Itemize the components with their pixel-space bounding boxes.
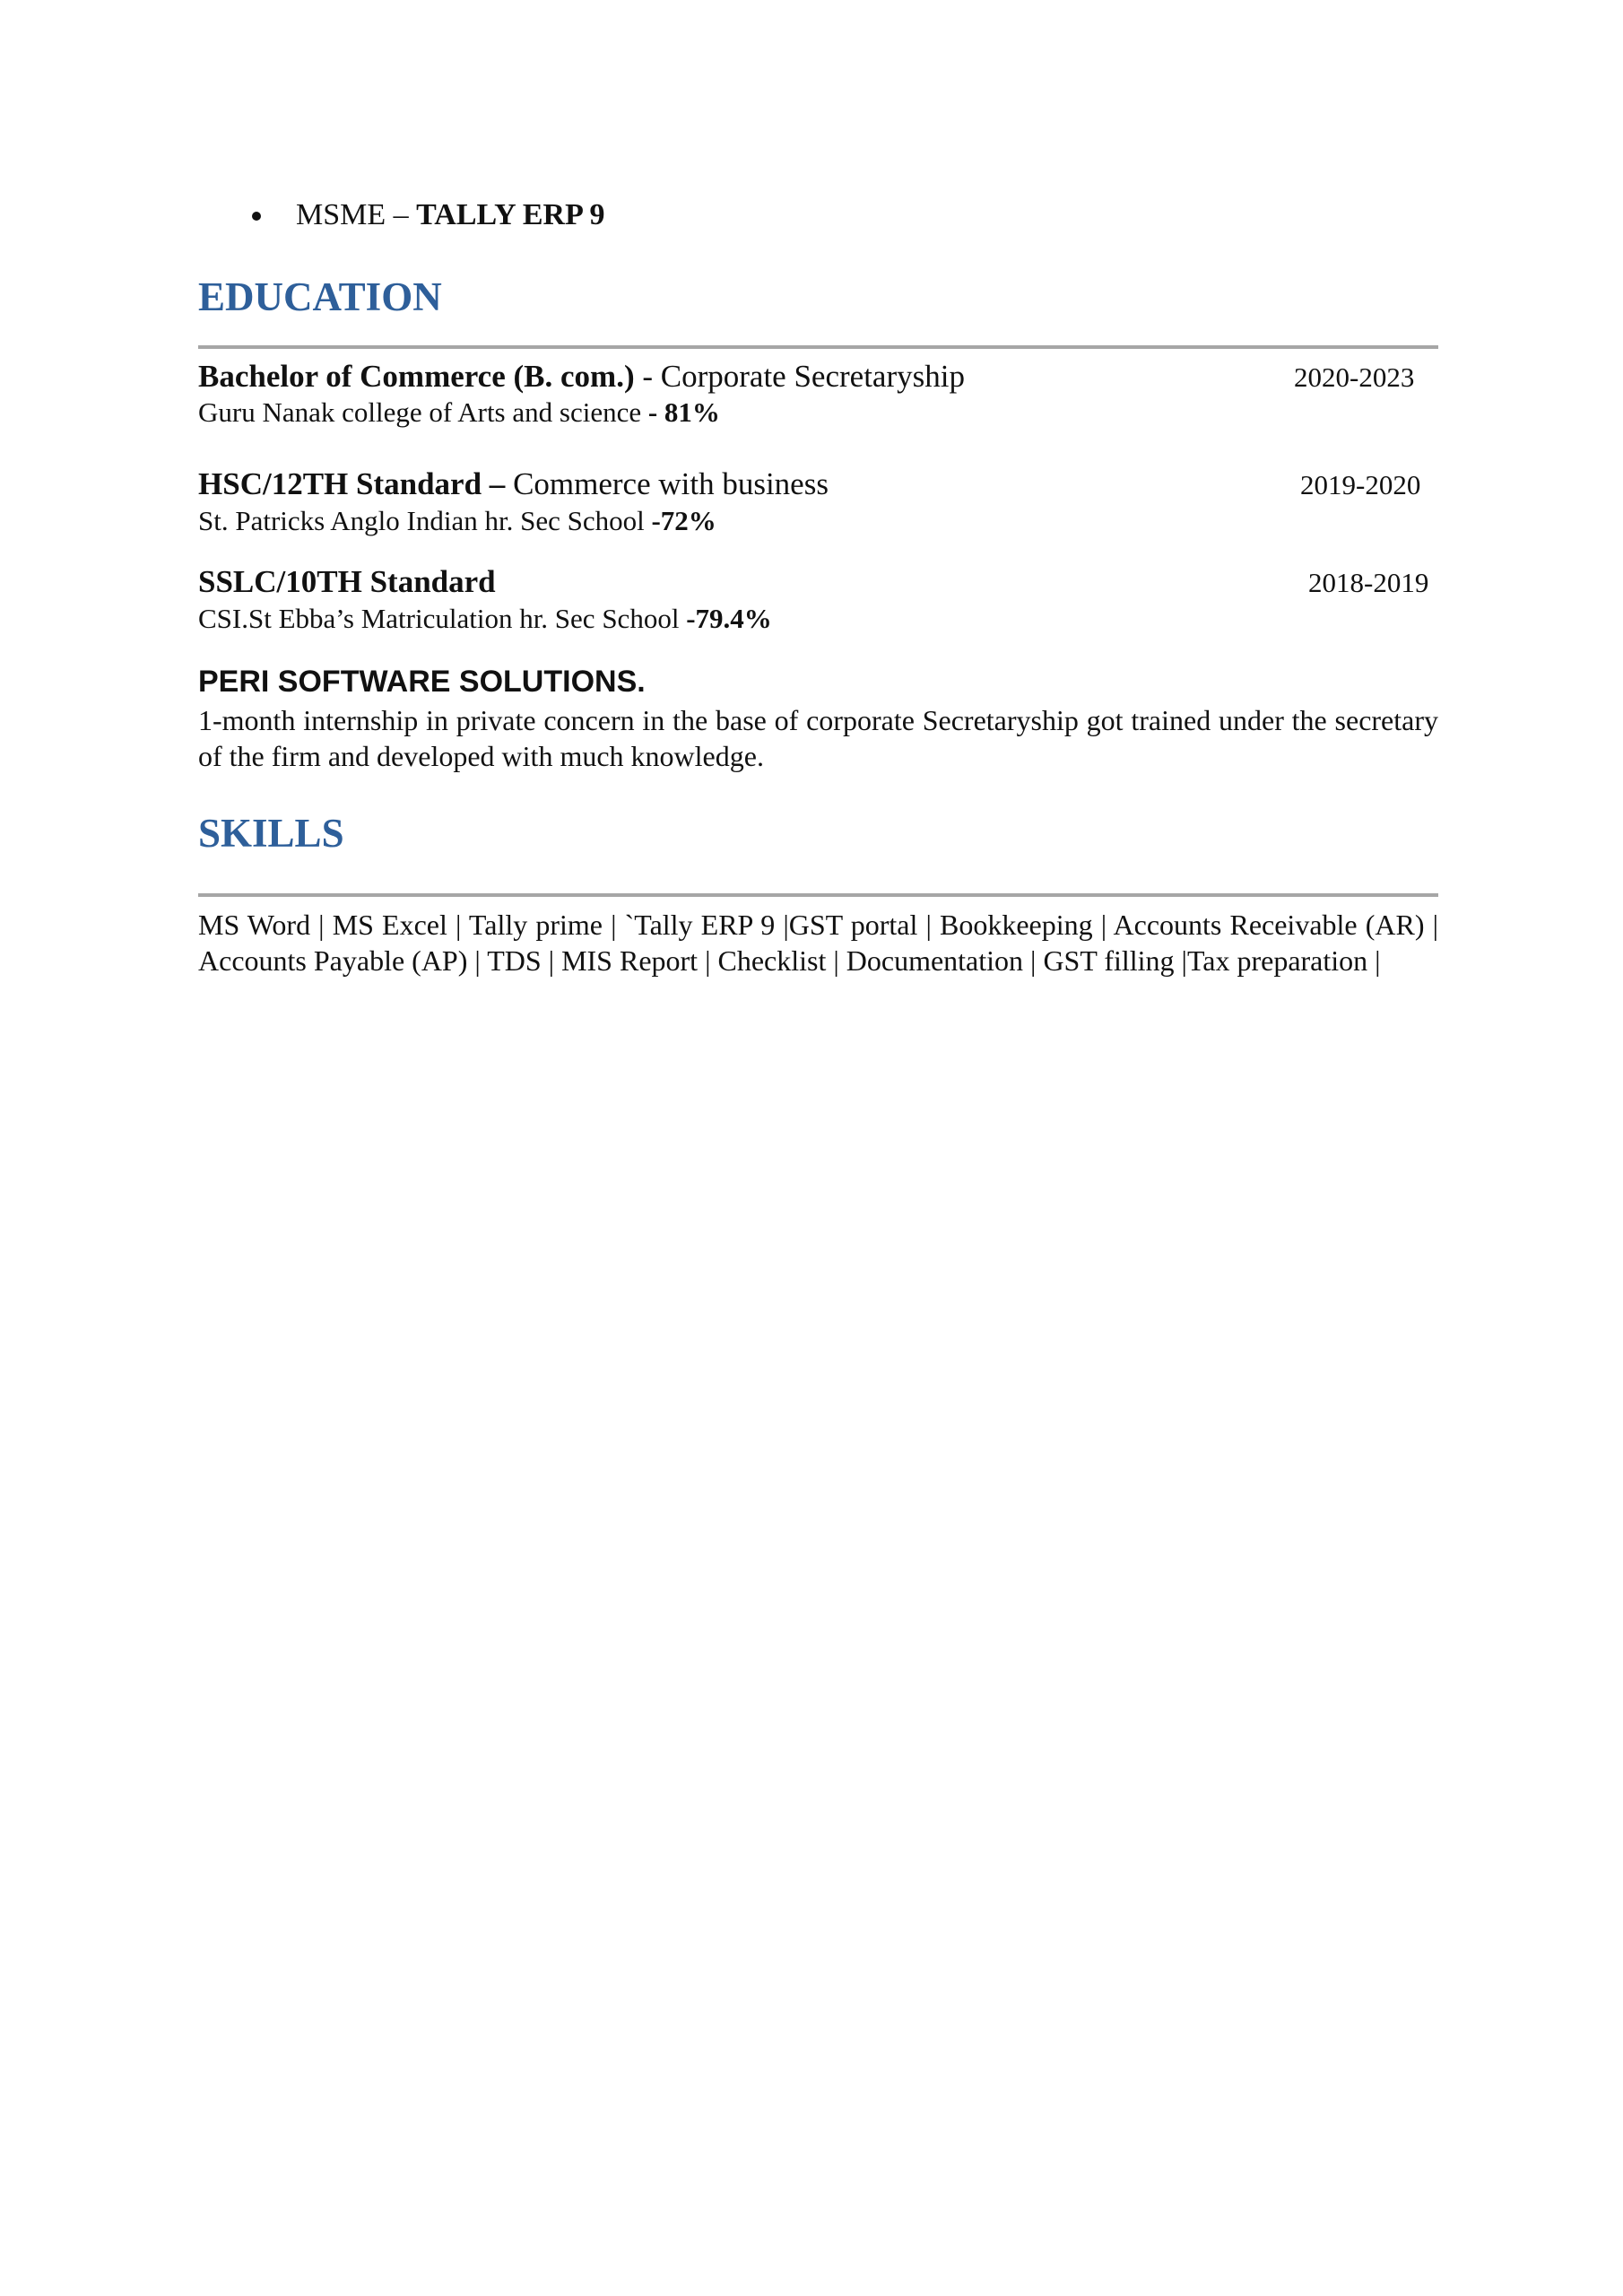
skills-divider xyxy=(198,893,1438,897)
bullet-prefix: MSME – xyxy=(296,198,417,231)
education-institution xyxy=(198,601,772,637)
skills-list: MS Word | MS Excel | Tally prime | `Tally ERP 9 |GST portal | Bookkeeping | Accounts Receivable (AR) | Accounts Payable (AP) | TDS | MIS Report | Checklist | Documentation | GST filling |Tax preparation | xyxy=(198,909,1438,977)
skills-heading: SKILLS xyxy=(198,811,344,856)
internship-title: PERI SOFTWARE SOLUTIONS. xyxy=(198,665,646,699)
institution-name: Guru Nanak college of Arts and science xyxy=(198,396,642,428)
institution-score: - 81% xyxy=(641,396,720,428)
education-years: 2019-2020 xyxy=(1300,469,1421,500)
skill-bullet-item xyxy=(296,195,605,236)
education-entry-title xyxy=(198,357,965,396)
institution-name: CSI.St Ebba’s Matriculation hr. Sec School xyxy=(198,603,680,634)
education-years: 2020-2023 xyxy=(1294,361,1415,393)
education-entry-title xyxy=(198,562,496,602)
education-institution xyxy=(198,503,716,539)
education-heading: EDUCATION xyxy=(198,274,442,319)
degree-name: Bachelor of Commerce (B. com.) xyxy=(198,359,635,394)
bullet-icon xyxy=(252,212,261,221)
education-divider xyxy=(198,345,1438,349)
education-years: 2018-2019 xyxy=(1308,567,1429,598)
bullet-bold-text: TALLY ERP 9 xyxy=(416,198,605,231)
internship-description: 1-month internship in private concern in the base of corporate Secretaryship got trained under the secretary of the firm and developed with much knowledge. xyxy=(198,704,1438,772)
degree-specialization: Commerce with business xyxy=(505,466,829,501)
degree-name: SSLC/10TH Standard xyxy=(198,564,496,599)
institution-score: -79.4% xyxy=(679,603,772,634)
degree-specialization: - Corporate Secretaryship xyxy=(634,359,965,394)
institution-name: St. Patricks Anglo Indian hr. Sec School xyxy=(198,505,645,536)
institution-score: -72% xyxy=(644,505,716,536)
education-entry-title xyxy=(198,465,829,504)
degree-name: HSC/12TH Standard – xyxy=(198,466,506,501)
education-institution xyxy=(198,395,720,430)
